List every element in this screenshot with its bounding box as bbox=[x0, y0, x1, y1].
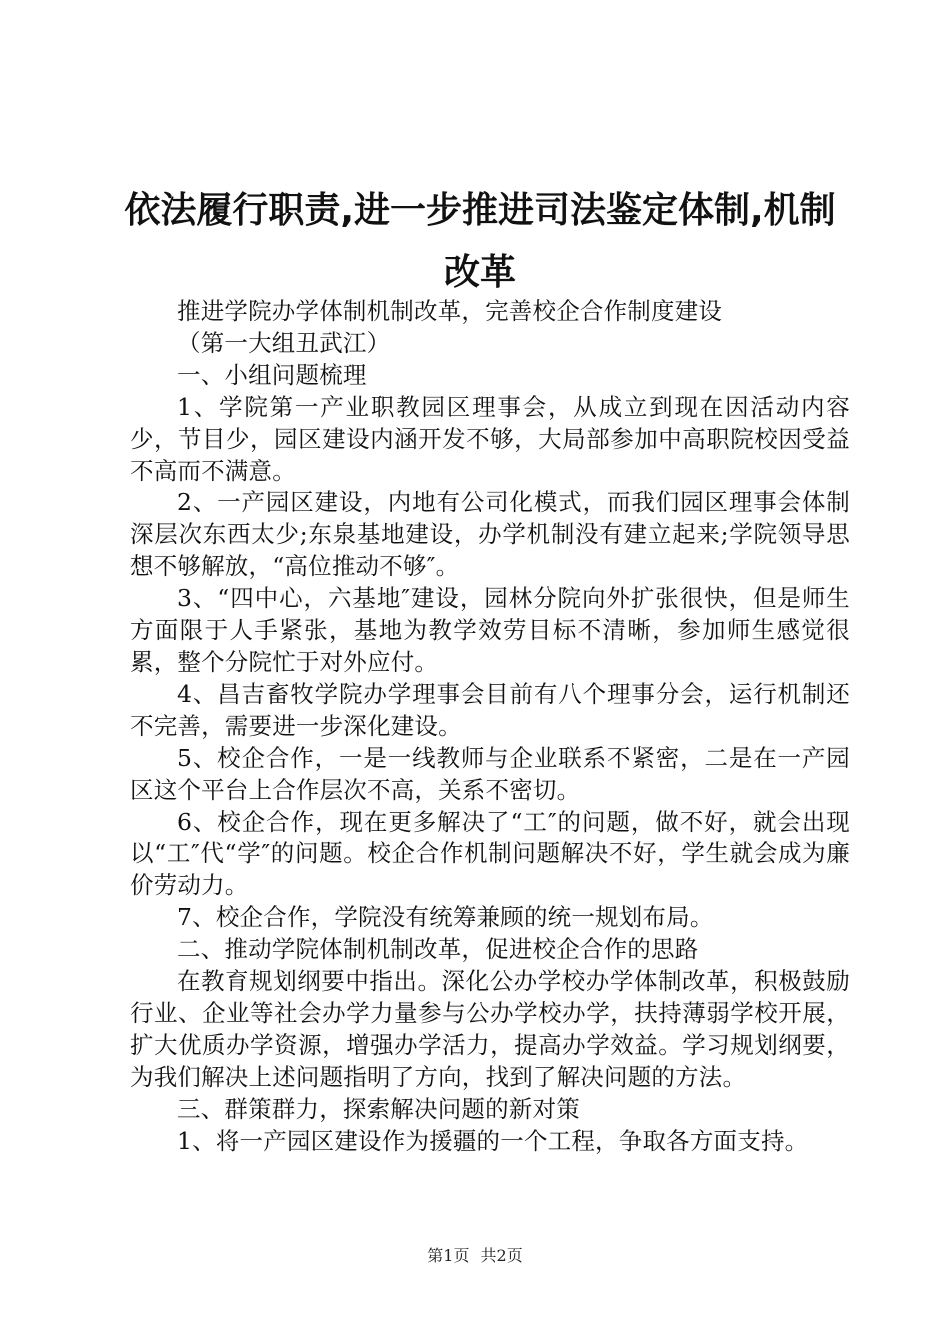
paragraph: 在教育规划纲要中指出。深化公办学校办学体制改革，积极鼓励行业、企业等社会办学力量参与公办学校办学，扶持薄弱学校开展，扩大优质办学资源，增强办学活力，提高办学效益。学习规划纲要，为我们解决上述问题指明了方向，找到了解决问题的方法。 bbox=[130, 967, 850, 1091]
paragraph: 5、校企合作，一是一线教师与企业联系不紧密，二是在一产园区这个平台上合作层次不高，关系不密切。 bbox=[130, 743, 850, 804]
paragraph: 1、学院第一产业职教园区理事会，从成立到现在因活动内容少，节目少，园区建设内涵开发不够，大局部参加中高职院校因受益不高而不满意。 bbox=[130, 392, 850, 485]
document-body bbox=[130, 296, 850, 1157]
section-heading-3: 三、群策群力，探索解决问题的新对策 bbox=[177, 1094, 580, 1123]
page-number: 第1页 bbox=[427, 1246, 470, 1265]
section-heading-1: 一、小组问题梳理 bbox=[177, 360, 367, 389]
page-total: 共2页 bbox=[480, 1246, 523, 1265]
paragraph: 2、一产园区建设，内地有公司化模式，而我们园区理事会体制深层次东西太少;东泉基地建设，办学机制没有建立起来;学院领导思想不够解放，“高位推动不够″。 bbox=[130, 488, 850, 581]
document-title-line-2: 改革 bbox=[443, 252, 516, 293]
page-footer bbox=[0, 1246, 950, 1266]
author-line: （第一大组丑武江） bbox=[177, 328, 391, 357]
paragraph: 1、将一产园区建设作为援疆的一个工程，争取各方面支持。 bbox=[177, 1126, 809, 1155]
paragraph: 6、校企合作，现在更多解决了“工″的问题，做不好，就会出现以“工″代“学″的问题。校企合作机制问题解决不好，学生就会成为廉价劳动力。 bbox=[130, 807, 850, 900]
paragraph: 4、昌吉畜牧学院办学理事会目前有八个理事分会，运行机制还不完善，需要进一步深化建设。 bbox=[130, 679, 850, 740]
section-heading-2: 二、推动学院体制机制改革，促进校企合作的思路 bbox=[177, 935, 699, 964]
subtitle: 推进学院办学体制机制改革，完善校企合作制度建设 bbox=[177, 297, 723, 325]
paragraph: 3、“四中心，六基地″建设，园林分院向外扩张很快，但是师生方面限于人手紧张，基地为教学效劳目标不清晰，参加师生感觉很累，整个分院忙于对外应付。 bbox=[130, 584, 850, 676]
paragraph: 7、校企合作，学院没有统筹兼顾的统一规划布局。 bbox=[177, 903, 714, 932]
document-title-line-1: 依法履行职责,进一步推进司法鉴定体制,机制 bbox=[124, 190, 836, 231]
